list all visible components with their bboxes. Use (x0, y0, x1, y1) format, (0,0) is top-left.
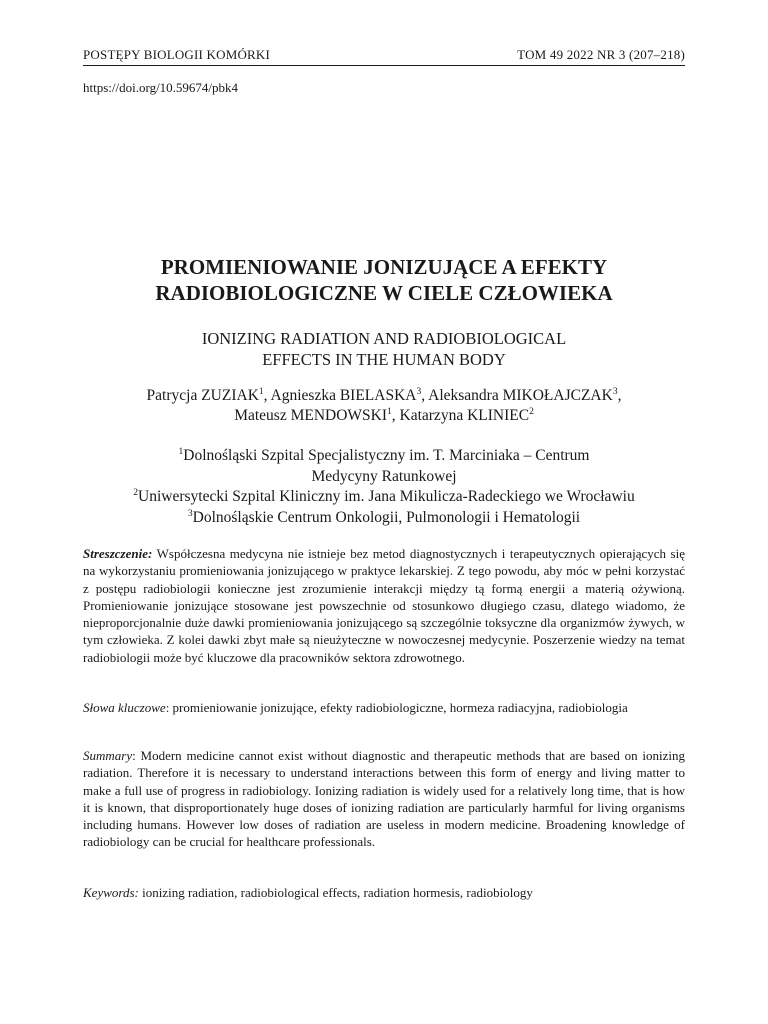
english-title (60, 328, 708, 370)
summary-label: Summary (83, 748, 133, 763)
author-affiliation-sup: 2 (529, 406, 534, 417)
author-name: Mateusz MENDOWSKI (234, 407, 388, 424)
affiliation-1 (60, 446, 708, 467)
author-separator: , (421, 387, 429, 404)
keywords-text: ionizing radiation, radiobiological effects, radiation hormesis, radiobiology (138, 885, 533, 900)
affiliation-text: Dolnośląskie Centrum Onkologii, Pulmonologii i Hematologii (192, 508, 581, 526)
keywords-text: : promieniowanie jonizujące, efekty radiobiologiczne, hormeza radiacyjna, radiobiologia (165, 700, 628, 715)
abstract-label: Streszczenie: (83, 546, 153, 561)
keywords-label: Keywords: (83, 885, 139, 900)
affiliation-3 (60, 508, 708, 529)
author-affiliation-sup: 1 (387, 406, 392, 417)
author-name: Agnieszka BIELASKA (270, 387, 417, 404)
doi-link[interactable]: https://doi.org/10.59674/pbk4 (83, 80, 239, 95)
affiliation-sup: 2 (133, 487, 139, 498)
affiliation-text: Uniwersytecki Szpital Kliniczny im. Jana Mikulicza-Radeckiego we Wrocławiu (138, 488, 635, 505)
keywords-label: Słowa kluczowe (83, 700, 166, 715)
author-name: Katarzyna KLINIEC (399, 407, 530, 424)
title-line-1: PROMIENIOWANIE JONIZUJĄCE A EFEKTY (160, 255, 608, 279)
title-line-2: RADIOBIOLOGICZNE W CIELE CZŁOWIEKA (155, 281, 613, 305)
author-separator: , (263, 387, 271, 404)
author-separator: , (617, 387, 622, 404)
author-line-1 (60, 386, 708, 406)
affiliation-list (60, 446, 708, 528)
affiliation-2 (60, 487, 708, 508)
affiliation-sup: 1 (178, 446, 184, 457)
abstract-polish (83, 545, 685, 666)
journal-name: POSTĘPY BIOLOGII KOMÓRKI (83, 47, 271, 62)
paper-title (60, 254, 708, 306)
author-affiliation-sup: 3 (612, 386, 618, 397)
affiliation-text: Dolnośląski Szpital Specjalistyczny im. T. Marciniaka – Centrum (183, 447, 590, 464)
affiliation-1-continued: Medycyny Ratunkowej (311, 467, 457, 485)
keywords-polish (83, 699, 685, 716)
english-title-line-1: IONIZING RADIATION AND RADIOBIOLOGICAL (201, 329, 567, 348)
author-line-2 (60, 406, 708, 426)
author-list (60, 386, 708, 426)
running-header (83, 47, 685, 66)
author-affiliation-sup: 1 (258, 386, 264, 397)
author-affiliation-sup: 3 (416, 386, 422, 397)
summary-english (83, 747, 685, 851)
author-separator: , (391, 407, 400, 424)
volume-info: TOM 49 2022 NR 3 (207–218) (517, 47, 685, 62)
author-name: Aleksandra MIKOŁAJCZAK (428, 387, 613, 404)
keywords-english (83, 884, 685, 901)
author-name: Patrycja ZUZIAK (146, 387, 259, 404)
summary-text: : Modern medicine cannot exist without diagnostic and therapeutic methods that are based on ionizing radiation. Therefore it is necessary to understand interactions between this form of energy and living matter to make a full use of progress in radiobiology. Ionizing radiation is widely used for a relatively long time, that is how it is known, that disproportionately huge doses of ionizing radiation are particularly harmful for living organisms including humans. However low doses of radiation are useless in modern medicine. Broadening knowledge of radiobiology can be crucial for healthcare professionals. (83, 748, 685, 850)
affiliation-sup: 3 (187, 508, 193, 519)
abstract-text: Współczesna medycyna nie istnieje bez metod diagnostycznych i terapeutycznych opierających się na wykorzystaniu promieniowania jonizującego w praktyce lekarskiej. Z tego powodu, aby móc w pełni korzystać z postępu radiobiologii konieczne jest zrozumienie interakcji między tą formą energii a materią ożywioną. Promieniowanie jonizujące stosowane jest powszechnie od stosunkowo długiego czasu, dlatego wiadomo, że nieproporcjonalnie duże dawki promieniowania jonizującego są szczególnie toksyczne dla organizmów żywych, w tym człowieka. Z kolei dawki zbyt małe są nieużyteczne w nowoczesnej medycynie. Poszerzenie wiedzy na temat radiobiologii może być kluczowe dla pracowników sektora zdrowotnego. (83, 546, 685, 665)
english-title-line-2: EFFECTS IN THE HUMAN BODY (262, 350, 506, 369)
